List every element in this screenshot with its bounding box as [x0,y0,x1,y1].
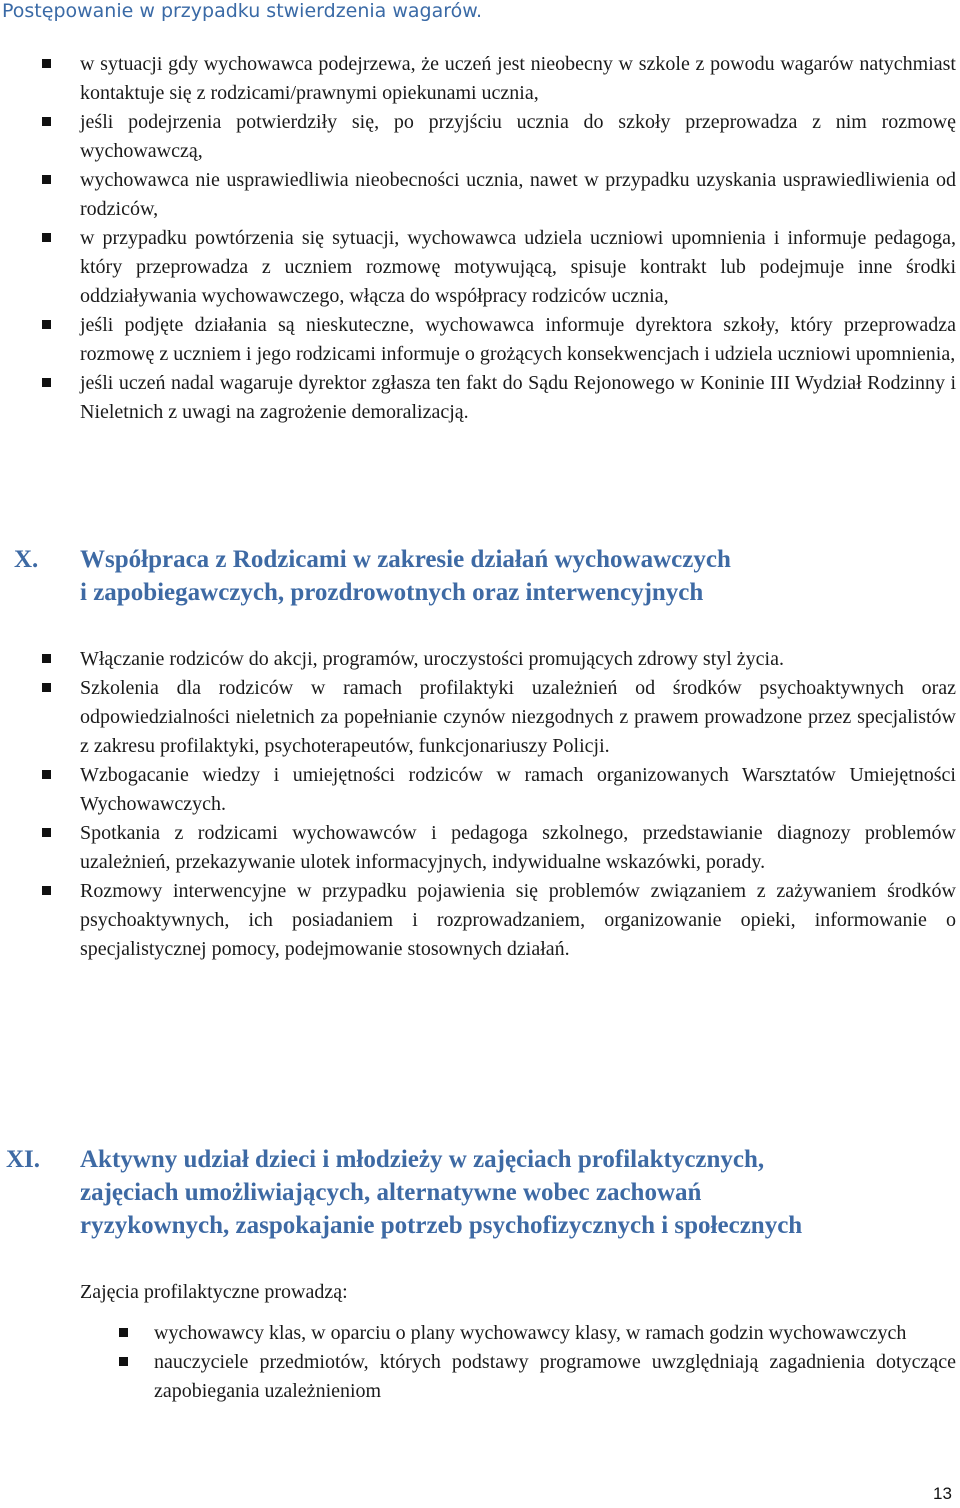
square-bullet-icon [42,320,51,329]
section-title-x [80,543,940,609]
section-title-line: Współpraca z Rodzicami w zakresie działań wychowawczych [80,546,731,573]
square-bullet-icon [42,770,51,779]
square-bullet-icon [42,654,51,663]
list-item [80,645,956,674]
list-item-text: w sytuacji gdy wychowawca podejrzewa, że uczeń jest nieobecny w szkole z powodu wagarów natychmiast kontaktuje się z rodzicami/prawnymi opiekunami ucznia, [80,53,956,104]
section-title-line: Aktywny udział dzieci i młodzieży w zajęciach profilaktycznych, [80,1146,765,1173]
list-item [80,369,956,427]
square-bullet-icon [42,683,51,692]
prevention-activities-list [154,1319,956,1406]
list-item-text: w przypadku powtórzenia się sytuacji, wychowawca udziela uczniowi upomnienia i informuje pedagoga, który przeprowadza z uczniem rozmowę motywującą, spisuje kontrakt lub podejmuje inne środki oddziaływania wychowawczego, włącza do współpracy rodziców ucznia, [80,227,956,307]
list-item-text: wychowawca nie usprawiedliwia nieobecności ucznia, nawet w przypadku uzyskania usprawiedliwienia od rodziców, [80,169,956,220]
list-item-text: Wzbogacanie wiedzy i umiejętności rodziców w ramach organizowanych Warsztatów Umiejętności Wychowawczych. [80,764,956,815]
list-item-text: jeśli podejrzenia potwierdziły się, po przyjściu ucznia do szkoły przeprowadza z nim rozmowę wychowawczą, [80,111,956,162]
section-heading-truancy: Postępowanie w przypadku stwierdzenia wagarów. [2,0,483,22]
list-item [80,819,956,877]
square-bullet-icon [42,233,51,242]
square-bullet-icon [42,378,51,387]
page-number: 13 [933,1484,952,1503]
section-title-xi [80,1143,950,1242]
list-item [154,1348,956,1406]
square-bullet-icon [42,886,51,895]
list-item [80,50,956,108]
list-item-text: jeśli podjęte działania są nieskuteczne, wychowawca informuje dyrektora szkoły, który przeprowadza rozmowę z uczniem i jego rodzicami informuje o grożących konsekwencjach i udziela uczniowi upomnienia, [80,314,956,365]
list-item [80,761,956,819]
list-item-text: Spotkania z rodzicami wychowawców i pedagoga szkolnego, przedstawianie diagnozy problemów uzależnień, przekazywanie ulotek informacyjnych, indywidualne wskazówki, porady. [80,822,956,873]
section-number-xi: XI. [6,1146,41,1173]
list-item [80,311,956,369]
list-item [80,108,956,166]
list-item-text: Włączanie rodziców do akcji, programów, uroczystości promujących zdrowy styl życia. [80,648,784,670]
square-bullet-icon [119,1328,128,1337]
parent-cooperation-list [80,645,956,964]
list-item-text: nauczyciele przedmiotów, których podstawy programowe uwzględniają zagadnienia dotyczące zapobiegania uzależnieniom [154,1351,956,1402]
section-title-line: ryzykownych, zaspokajanie potrzeb psychofizycznych i społecznych [80,1212,803,1239]
square-bullet-icon [119,1357,128,1366]
list-item-text: Rozmowy interwencyjne w przypadku pojawienia się problemów związanie​m z zażywaniem środków psychoaktywnych, ich posiadaniem i rozprowadzaniem, organizowanie opieki, informowanie o specjalistycznej pomocy, podejmowanie stosownych działań. [80,880,956,960]
list-item-text: wychowawcy klas, w oparciu o plany wychowawcy klasy, w ramach godzin wychowawczych [154,1322,907,1344]
square-bullet-icon [42,828,51,837]
list-item-text: Szkolenia dla rodziców w ramach profilaktyki uzależnień od środków psychoaktywnych oraz odpowiedzialności nieletnich za popełnianie czynów niezgodnych z prawem prowadzone przez specjalistów z zakresu profilaktyki, psychoterapeutów, funkcjonariuszy Policji. [80,677,956,757]
square-bullet-icon [42,59,51,68]
square-bullet-icon [42,117,51,126]
list-item-text: jeśli uczeń nadal wagaruje dyrektor zgłasza ten fakt do Sądu Rejonowego w Koninie III Wydział Rodzinny i Nieletnich z uwagi na zagrożenie demoralizacją. [80,372,956,423]
list-item [80,674,956,761]
section-number-x: X. [14,546,39,573]
truancy-procedure-list [80,50,956,427]
section-title-line: zajęciach umożliwiających, alternatywne wobec zachowań [80,1179,702,1206]
list-item [80,877,956,964]
intro-text: Zajęcia profilaktyczne prowadzą: [80,1281,348,1303]
list-item [154,1319,956,1348]
section-title-line: i zapobiegawczych, prozdrowotnych oraz interwencyjnych [80,579,704,606]
list-item [80,166,956,224]
square-bullet-icon [42,175,51,184]
list-item [80,224,956,311]
